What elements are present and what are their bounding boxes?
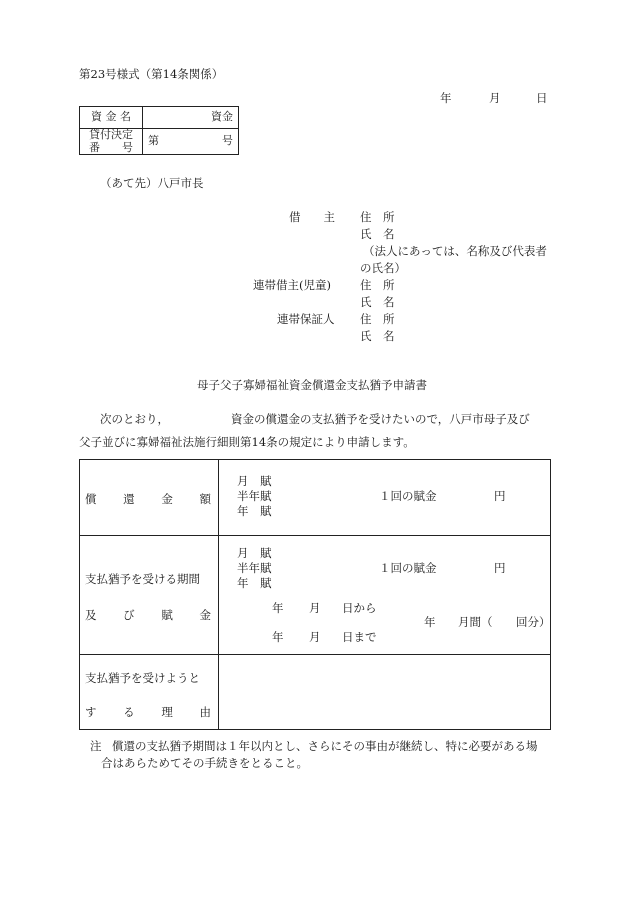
joint-borrower-address-label: 住 所	[360, 278, 395, 292]
decision-number-label-line1: 貸付決定	[89, 128, 133, 141]
per-installment-label: １回の賦金	[379, 489, 437, 503]
body-line2: 父子並びに寡婦福祉法施行細則第14条の規定により申請します。	[79, 435, 415, 449]
label-char: 額	[199, 492, 211, 506]
decision-number-prefix: 第	[148, 134, 159, 148]
period-total-installments: 回分）	[516, 615, 551, 629]
guarantor-label: 連帯保証人	[277, 312, 335, 326]
installment-semiannual[interactable]: 半年賦	[237, 489, 272, 503]
document-title: 母子父子寡婦福祉資金償還金支払猶予申請書	[197, 378, 427, 392]
label-char: び	[123, 608, 135, 622]
period-total-year: 年	[424, 615, 436, 629]
label-char: 償	[85, 492, 97, 506]
installment-annual[interactable]: 年 賦	[237, 504, 272, 518]
deferral-period-label-line2	[85, 607, 211, 623]
label-char: 賦	[161, 608, 173, 622]
decision-number-label-line2: 番 号	[89, 140, 133, 154]
decision-number-field[interactable]	[143, 129, 239, 155]
corp-note-line2: の氏名）	[360, 261, 406, 275]
reason-label-line2	[85, 704, 211, 720]
joint-borrower-name-label: 氏 名	[360, 295, 395, 309]
period-from-year: 年	[272, 601, 284, 615]
label-char: す	[85, 705, 97, 719]
repayment-table	[79, 459, 551, 730]
deferral-period-label-line1: 支払猶予を受ける期間	[85, 572, 200, 586]
date-year-label: 年	[440, 91, 452, 105]
yen-label-2: 円	[494, 561, 506, 575]
label-char: る	[123, 705, 135, 719]
yen-label: 円	[494, 489, 506, 503]
label-char: 及	[85, 608, 97, 622]
date-day-label: 日	[536, 91, 548, 105]
installment-monthly[interactable]: 月 賦	[237, 474, 272, 488]
period-from-month: 月	[309, 601, 321, 615]
label-char: 還	[123, 492, 135, 506]
label-char: 金	[199, 608, 211, 622]
borrower-name-label: 氏 名	[360, 227, 395, 241]
reason-label-line1: 支払猶予を受けようと	[85, 671, 200, 685]
fund-info-table	[79, 106, 239, 155]
corp-note-line1: （法人にあっては、名称及び代表者	[363, 244, 547, 258]
body-line1-end: 資金の償還金の支払猶予を受けたいので，八戸市母子及び	[231, 412, 530, 426]
installment-semiannual-2[interactable]: 半年賦	[237, 561, 272, 575]
installment-monthly-2[interactable]: 月 賦	[237, 546, 272, 560]
borrower-address-label: 住 所	[360, 210, 395, 224]
period-total-months: 月間（	[458, 615, 493, 629]
guarantor-address-label: 住 所	[360, 312, 395, 326]
period-to-day: 日まで	[342, 630, 377, 644]
label-char: 理	[161, 705, 173, 719]
per-installment-label-2: １回の賦金	[379, 561, 437, 575]
reason-input-area[interactable]	[220, 656, 549, 728]
borrower-label: 借 主	[289, 210, 335, 224]
date-month-label: 月	[489, 91, 501, 105]
addressee: （あて先）八戸市長	[100, 176, 204, 190]
fund-name-suffix: 資金	[211, 110, 233, 124]
label-char: 由	[199, 705, 211, 719]
period-to-month: 月	[309, 630, 321, 644]
note-label: 注	[90, 739, 102, 753]
fund-name-label: 資 金 名	[80, 107, 143, 129]
note-line1: 償還の支払猶予期間は１年以内とし、さらにその事由が継続し、特に必要がある場	[112, 739, 538, 753]
fund-name-field[interactable]	[143, 107, 239, 129]
repayment-amount-label	[85, 491, 211, 507]
body-line1-start: 次のとおり，	[100, 412, 169, 426]
label-char: 金	[161, 492, 173, 506]
period-to-year: 年	[272, 630, 284, 644]
decision-number-suffix: 号	[222, 134, 233, 148]
joint-borrower-label: 連帯借主(児童)	[253, 278, 331, 292]
form-number: 第23号様式（第14条関係）	[79, 67, 224, 81]
note-line2: 合はあらためてその手続きをとること。	[101, 756, 308, 770]
guarantor-name-label: 氏 名	[360, 329, 395, 343]
installment-annual-2[interactable]: 年 賦	[237, 576, 272, 590]
decision-number-label	[80, 129, 143, 155]
period-from-day: 日から	[342, 601, 377, 615]
